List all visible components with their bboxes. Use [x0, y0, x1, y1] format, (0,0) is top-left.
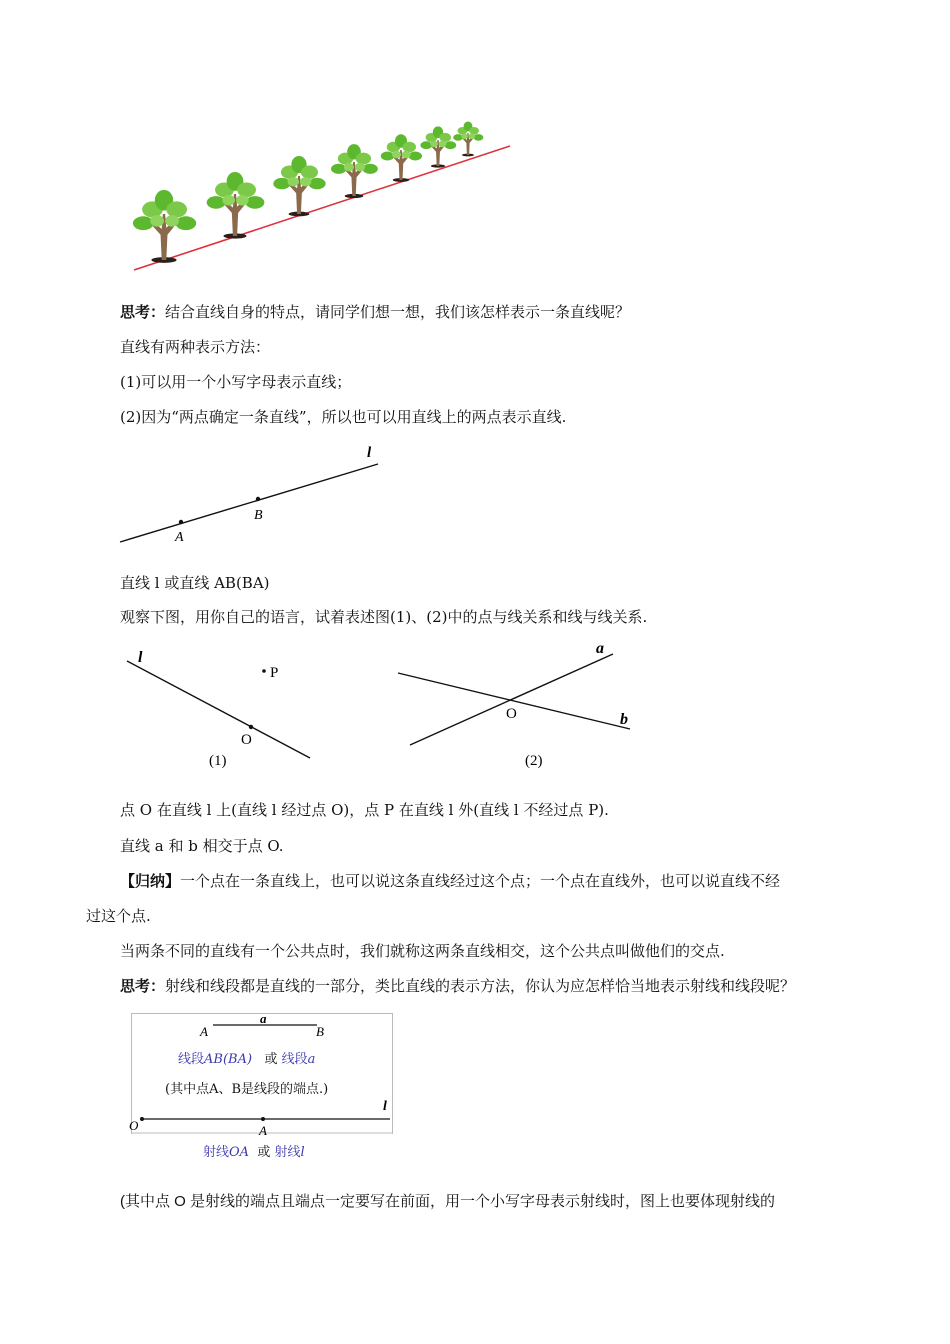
seg-name-a: a	[260, 1011, 267, 1026]
ray-text-2-var: l	[300, 1145, 305, 1160]
seg-text-2: 线段	[281, 1052, 308, 1067]
method-1-text: (1)可以用一个小写字母表示直线；	[120, 373, 352, 391]
point-label-a: A	[175, 530, 184, 545]
ray-text-2: 射线	[274, 1145, 301, 1160]
fig1-label-p: P	[270, 665, 279, 681]
think-text-2: 射线和线段都是直线的一部分，类比直线的表示方法，你认为应怎样恰当地表示射线和线段呢？	[165, 977, 796, 995]
intersect-definition: 当两条不同的直线有一个公共点时，我们就称这两条直线相交，这个公共点叫做他们的交点.	[120, 942, 725, 960]
point-on-line-text: 点 O 在直线 l 上(直线 l 经过点 O)，点 P 在直线 l 外(直线 l 不经过点 P).	[120, 801, 609, 819]
ray-text-1-var: OA	[229, 1145, 250, 1160]
fig1-label-l: l	[138, 649, 143, 666]
think-label-2: 思考：	[120, 977, 166, 995]
point-label-b: B	[254, 508, 263, 523]
figure-2-intersecting-lines	[390, 635, 640, 775]
summary-text-1: 一个点在一条直线上，也可以说这条直线经过这个点；一个点在直线外，也可以说直线不经	[180, 872, 781, 890]
think-question-1	[120, 302, 630, 322]
fig1-caption: (1)	[209, 753, 227, 769]
segment-ray-drawing	[129, 1011, 392, 1138]
seg-text-2-var: a	[307, 1052, 316, 1067]
seg-or: 或	[264, 1052, 278, 1067]
ray-text-1: 射线	[203, 1145, 230, 1160]
segment-names	[178, 1048, 315, 1067]
method-2-text: (2)因为“两点确定一条直线”，所以也可以用直线上的两点表示直线.	[120, 408, 567, 426]
summary-line-1	[120, 871, 780, 891]
figure-1-point-and-line	[118, 640, 318, 775]
ray-names	[203, 1141, 305, 1160]
fig2-caption: (2)	[525, 753, 543, 769]
two-methods-text: 直线有两种表示方法：	[120, 338, 271, 356]
seg-text-1-var: AB(BA)	[204, 1052, 253, 1067]
think-question-2	[120, 976, 795, 996]
line-ab-figure	[115, 440, 390, 550]
think-label-1: 思考：	[120, 303, 166, 321]
intersect-text: 直线 a 和 b 相交于点 O.	[120, 837, 284, 855]
seg-point-b: B	[316, 1024, 324, 1039]
fig2-label-a: a	[596, 640, 604, 657]
observe-text: 观察下图，用你自己的语言，试着表述图(1)、(2)中的点与线关系和线与线关系.	[120, 608, 648, 626]
ray-label-l: l	[383, 1099, 387, 1114]
summary-label: 【归纳】	[120, 872, 181, 890]
trees-on-line-illustration	[118, 120, 518, 275]
think-text-1: 结合直线自身的特点，请同学们想一想，我们该怎样表示一条直线呢？	[165, 303, 631, 321]
fig1-label-o: O	[241, 732, 252, 748]
fig2-label-b: b	[620, 711, 628, 728]
fig2-label-o: O	[506, 706, 517, 722]
ray-note-text: (其中点 O 是射线的端点且端点一定要写在前面，用一个小写字母表示射线时，图上也要体现射线的	[120, 1193, 776, 1210]
segment-note: (其中点A、B是线段的端点.)	[165, 1082, 329, 1097]
line-caption: 直线 l 或直线 AB(BA)	[120, 574, 270, 592]
summary-line-2: 过这个点.	[86, 907, 151, 925]
line-label-l: l	[367, 445, 372, 461]
ray-point-a: A	[259, 1123, 267, 1138]
ray-or: 或	[257, 1145, 271, 1160]
seg-point-a: A	[200, 1024, 208, 1039]
seg-text-1: 线段	[178, 1052, 205, 1067]
ray-point-o: O	[129, 1118, 139, 1133]
segment-ray-figure	[129, 1011, 393, 1138]
